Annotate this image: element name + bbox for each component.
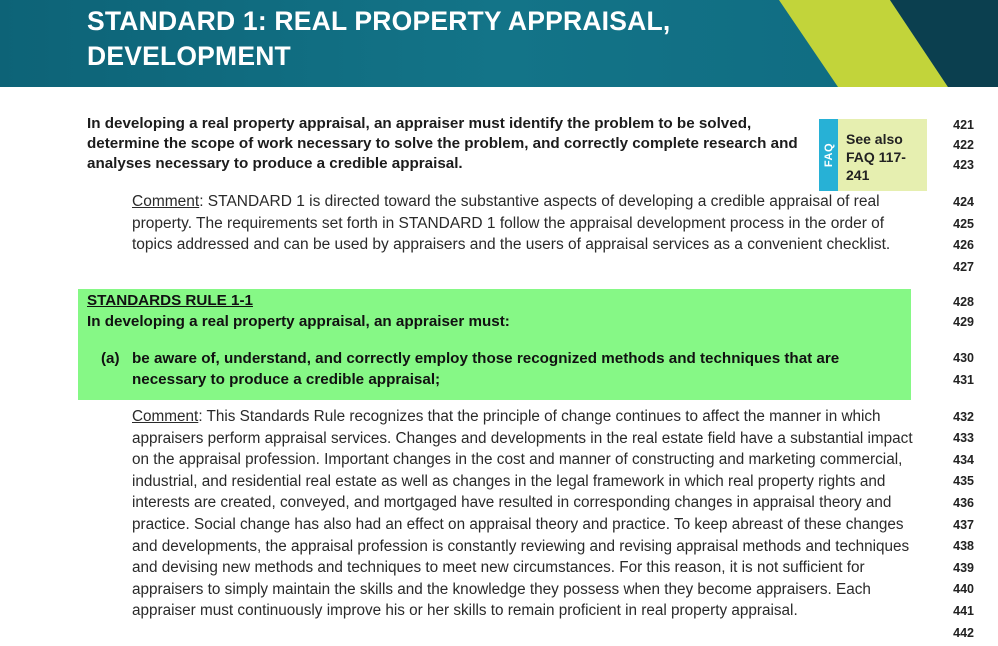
line-number: 432: [953, 410, 974, 424]
line-number: 427: [953, 260, 974, 274]
page-header: [0, 0, 998, 87]
line-number: 425: [953, 217, 974, 231]
line-number: 422: [953, 138, 974, 152]
title-line-2: DEVELOPMENT: [87, 41, 291, 71]
comment-text: : STANDARD 1 is directed toward the substantive aspects of developing a credible appraisal of real property. The requirements set forth in STANDARD 1 follow the appraisal development process in the order of topics addressed and can be used by appraisers and the users of appraisal services as a convenient checklist.: [132, 193, 891, 253]
comment-label: Comment: [132, 408, 199, 425]
rule-item-marker: (a): [101, 350, 120, 367]
line-number: 431: [953, 373, 974, 387]
page-title: [87, 4, 670, 74]
line-number: 423: [953, 158, 974, 172]
rule-heading: STANDARDS RULE 1-1: [87, 292, 253, 309]
comment-rule-1-1: [132, 406, 932, 622]
line-number: 437: [953, 518, 974, 532]
line-number: 426: [953, 238, 974, 252]
line-number: 438: [953, 539, 974, 553]
title-line-1: STANDARD 1: REAL PROPERTY APPRAISAL,: [87, 6, 671, 36]
line-number: 440: [953, 582, 974, 596]
line-number: 441: [953, 604, 974, 618]
line-number: 429: [953, 315, 974, 329]
line-number: 434: [953, 453, 974, 467]
line-number: 433: [953, 431, 974, 445]
line-number: 421: [953, 118, 974, 132]
line-number: 436: [953, 496, 974, 510]
faq-tab-label: FAQ: [822, 142, 835, 168]
rule-intro: In developing a real property appraisal, an appraiser must:: [87, 313, 510, 330]
faq-callout[interactable]: [819, 119, 927, 191]
comment-label: Comment: [132, 193, 200, 210]
faq-reference: See also FAQ 117-241: [846, 131, 906, 183]
comment-standard-1: [132, 191, 922, 256]
line-number: 439: [953, 561, 974, 575]
standard-intro: In developing a real property appraisal, an appraiser must identify the problem to be solved, determine the scope of work necessary to solve the problem, and correctly complete research and analyses necessary to produce a credible appraisal.: [87, 115, 798, 173]
line-number: 428: [953, 295, 974, 309]
comment-text: : This Standards Rule recognizes that the principle of change continues to affect the manner in which appraisers perform appraisal services. Changes and developments in the real estate field have a substantial impact on the appraisal profession. Important changes in the cost and manner of constructing and marketing commercial, industrial, and residential real estate as well as changes in the legal framework in which real property rights and interests are created, conveyed, and mortgaged have resulted in corresponding changes in appraisal theory and practice. Social change has also had an effect on appraisal theory and practice. To keep abreast of these changes and developments, the appraisal profession is constantly reviewing and revising appraisal methods and techniques and devising new methods and techniques to meet new circumstances. For this reason, it is not sufficient for appraisers to simply maintain the skills and the knowledge they possess when they become appraisers. Each appraiser must continuously improve his or her skills to remain proficient in real property appraisal.: [132, 408, 913, 620]
faq-tab: [819, 119, 838, 191]
standards-rule-box: [78, 289, 911, 400]
line-number: 442: [953, 626, 974, 640]
line-number: 424: [953, 195, 974, 209]
rule-item-text: be aware of, understand, and correctly employ those recognized methods and techniques that are necessary to produce a credible appraisal;: [132, 350, 840, 388]
line-number: 435: [953, 474, 974, 488]
line-number: 430: [953, 351, 974, 365]
